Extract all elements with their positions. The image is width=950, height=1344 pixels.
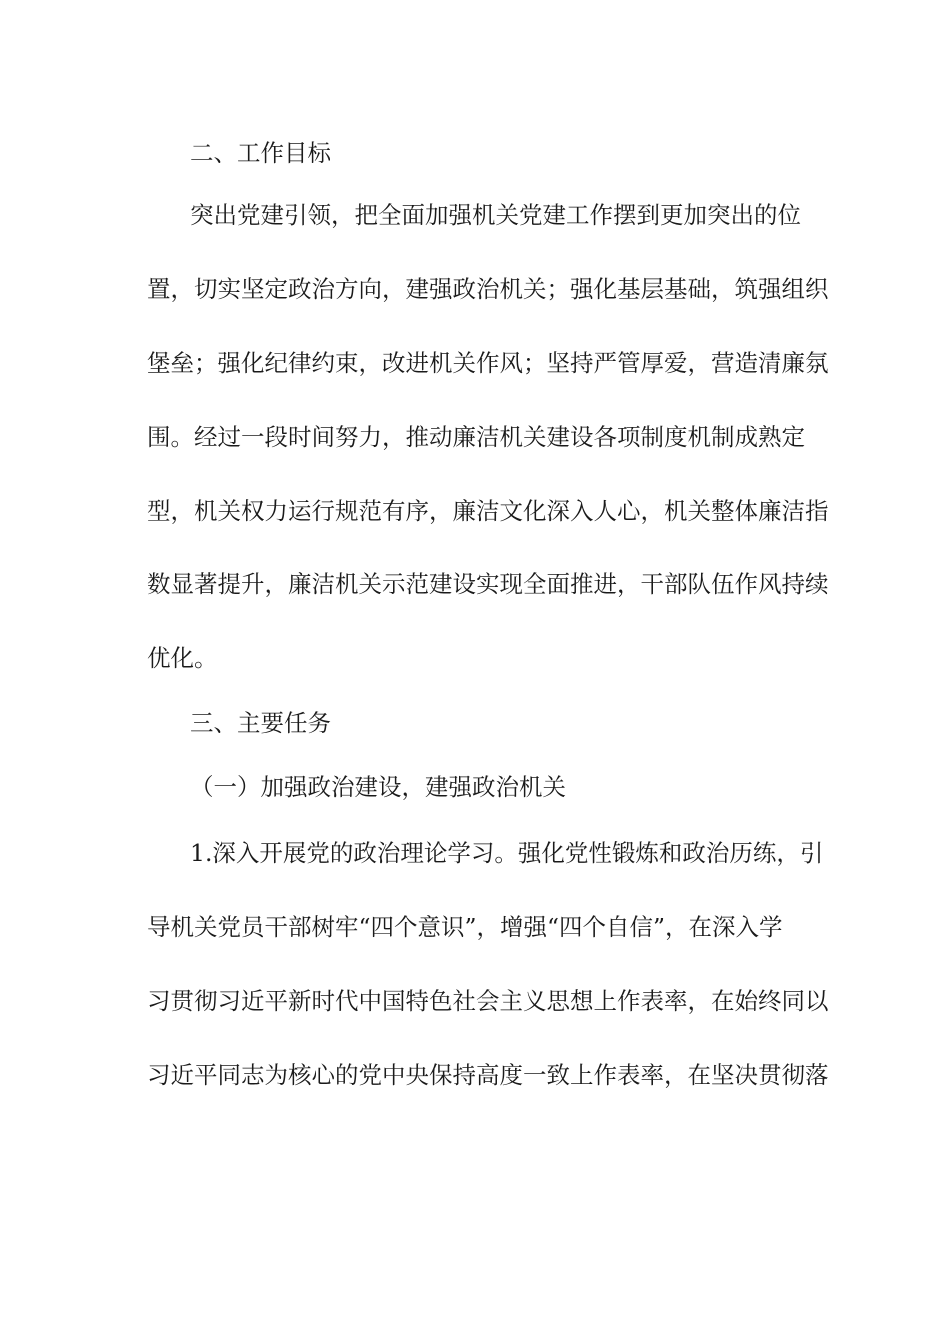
- paragraph-line: 堡垒；强化纪律约束，改进机关作风；坚持严管厚爱，营造清廉氛: [147, 349, 829, 377]
- section-heading-work-goals: 二、工作目标: [190, 139, 331, 167]
- paragraph-line: 置，切实坚定政治方向，建强政治机关；强化基层基础，筑强组织: [147, 275, 829, 303]
- paragraph-line: 型，机关权力运行规范有序，廉洁文化深入人心，机关整体廉洁指: [147, 497, 829, 525]
- paragraph-line: 1.深入开展党的政治理论学习。强化党性锻炼和政治历练，引: [190, 839, 824, 867]
- paragraph-line: 习近平同志为核心的党中央保持高度一致上作表率，在坚决贯彻落: [147, 1061, 829, 1089]
- paragraph-line: 突出党建引领，把全面加强机关党建工作摆到更加突出的位: [190, 201, 801, 229]
- section-heading-main-tasks: 三、主要任务: [190, 709, 331, 737]
- paragraph-line: 围。经过一段时间努力，推动廉洁机关建设各项制度机制成熟定: [147, 423, 805, 451]
- paragraph-line: 数显著提升，廉洁机关示范建设实现全面推进，干部队伍作风持续: [147, 570, 829, 598]
- paragraph-line: 习贯彻习近平新时代中国特色社会主义思想上作表率，在始终同以: [147, 987, 829, 1015]
- paragraph-line: 导机关党员干部树牢“四个意识”，增强“四个自信”，在深入学: [147, 913, 783, 941]
- paragraph-line: 优化。: [147, 644, 218, 672]
- subsection-heading: （一）加强政治建设，建强政治机关: [190, 773, 566, 801]
